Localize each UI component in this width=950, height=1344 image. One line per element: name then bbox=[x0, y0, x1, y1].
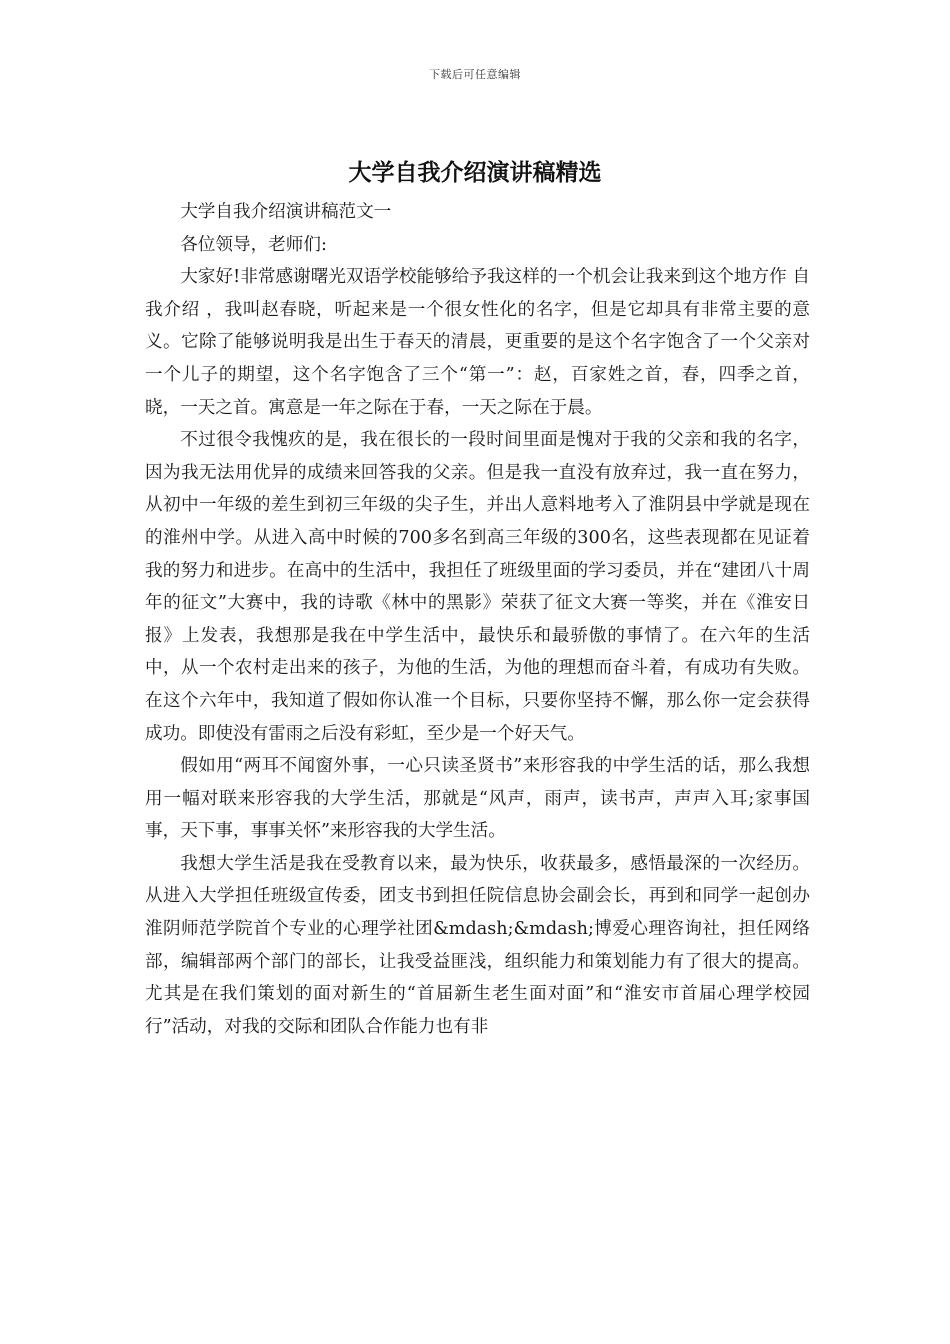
paragraph-subtitle: 大学自我介绍演讲稿范文一 bbox=[180, 202, 392, 222]
paragraph: 我想大学生活是我在受教育以来，最为快乐，收获最多，感悟最深的一次经历。从进入大学担任班级宣传委，团支书到担任院信息协会副会长，再到和同学一起创办淮阴师范学院首个专业的心理学社团&mdash;&mdash;博爱心理咨询社，担任网络部，编辑部两个部门的部长，让我受益匪浅，组织能力和策划能力有了很大的提高。尤其是在我们策划的面对新生的“首届新生老生面对面”和“淮安市首届心理学校园行”活动，对我的交际和团队合作能力也有非 bbox=[145, 853, 810, 1037]
paragraph-salutation: 各位领导，老师们: bbox=[180, 234, 327, 255]
header-note: 下载后可任意编辑 bbox=[429, 68, 521, 81]
paragraph: 不过很令我愧疚的是，我在很长的一段时间里面是愧对于我的父亲和我的名字，因为我无法用优异的成绩来回答我的父亲。但是我一直没有放弃过，我一直在努力，从初中一年级的差生到初三年级的尖子生，并出人意料地考入了淮阴县中学就是现在的淮州中学。从进入高中时候的700多名到高三年级的300名，这些表现都在见证着我的努力和进步。在高中的生活中，我担任了班级里面的学习委员，并在“建团八十周年的征文”大赛中，我的诗歌《林中的黑影》荣获了征文大赛一等奖，并在《淮安日报》上发表，我想那是我在中学生活中，最快乐和最骄傲的事情了。在六年的生活中，从一个农村走出来的孩子，为他的生活，为他的理想而奋斗着，有成功有失败。在这个六年中，我知道了假如你认准一个目标，只要你坚持不懈，那么你一定会获得成功。即使没有雷雨之后没有彩虹，至少是一个好天气。 bbox=[145, 430, 810, 744]
paragraph: 假如用“两耳不闻窗外事，一心只读圣贤书”来形容我的中学生活的话，那么我想用一幅对联来形容我的大学生活，那就是“风声，雨声，读书声，声声入耳;家事国事，天下事，事事关怀”来形容我的大学生活。 bbox=[145, 756, 810, 842]
paragraph: 大家好!非常感谢曙光双语学校能够给予我这样的一个机会让我来到这个地方作 自我介绍 ，我叫赵春晓，听起来是一个很女性化的名字，但是它却具有非常主要的意义。它除了能够说明我是出生于春天的清晨，更重要的是这个名字饱含了一个父亲对一个儿子的期望，这个名字饱含了三个“第一”：赵，百家姓之首，春，四季之首，晓，一天之首。寓意是一年之际在于春，一天之际在于晨。 bbox=[145, 267, 810, 418]
document-body bbox=[145, 196, 810, 1043]
document-title: 大学自我介绍演讲稿精选 bbox=[348, 160, 602, 186]
